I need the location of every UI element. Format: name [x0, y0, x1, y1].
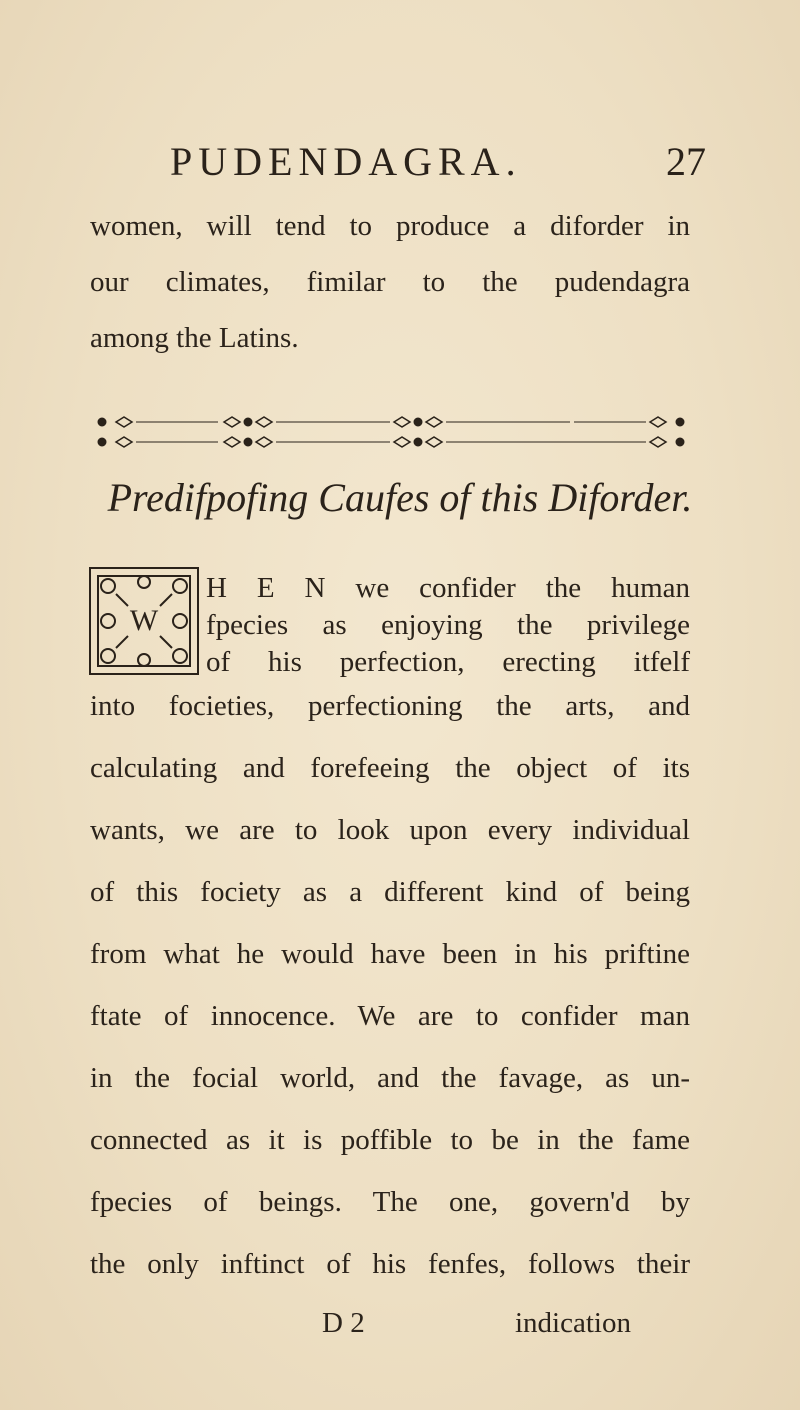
- page-number: 27: [666, 139, 706, 184]
- text-line: among the Latins.: [90, 322, 299, 354]
- signature-mark: D 2: [322, 1307, 365, 1339]
- text-line: women, will tend to produce a diforder in: [90, 210, 690, 242]
- decorated-initial: [88, 566, 200, 676]
- text-line: from what he would have been in his priftine: [90, 938, 690, 970]
- text-line: H E N we confider the human: [206, 572, 690, 604]
- text-line: calculating and forefeeing the object of its: [90, 752, 690, 784]
- text-line: fpecies of beings. The one, govern'd by: [90, 1186, 690, 1218]
- running-head: PUDENDAGRA.: [170, 139, 522, 184]
- text-line: into focieties, perfectioning the arts, and: [90, 690, 690, 722]
- ornamental-divider: [90, 414, 700, 454]
- ornament-row-top: [98, 417, 684, 427]
- initial-letter: W: [129, 604, 159, 637]
- text-line: fpecies as enjoying the privilege: [206, 609, 690, 641]
- catchword: indication: [515, 1307, 631, 1339]
- text-line: in the focial world, and the favage, as un-: [90, 1062, 690, 1094]
- page-header: [0, 138, 800, 188]
- text-line: ftate of innocence. We are to confider man: [90, 1000, 690, 1032]
- text-line: of this fociety as a different kind of being: [90, 876, 690, 908]
- text-line: our climates, fimilar to the pudendagra: [90, 266, 690, 298]
- text-line: of his perfection, erecting itfelf: [206, 646, 690, 678]
- text-line: connected as it is poffible to be in the fame: [90, 1124, 690, 1156]
- section-heading: Predifpofing Caufes of this Diforder.: [107, 475, 693, 520]
- text-line: wants, we are to look upon every individual: [90, 814, 690, 846]
- text-line: the only inftinct of his fenfes, follows their: [90, 1248, 690, 1280]
- ornament-row-bottom: [98, 437, 684, 447]
